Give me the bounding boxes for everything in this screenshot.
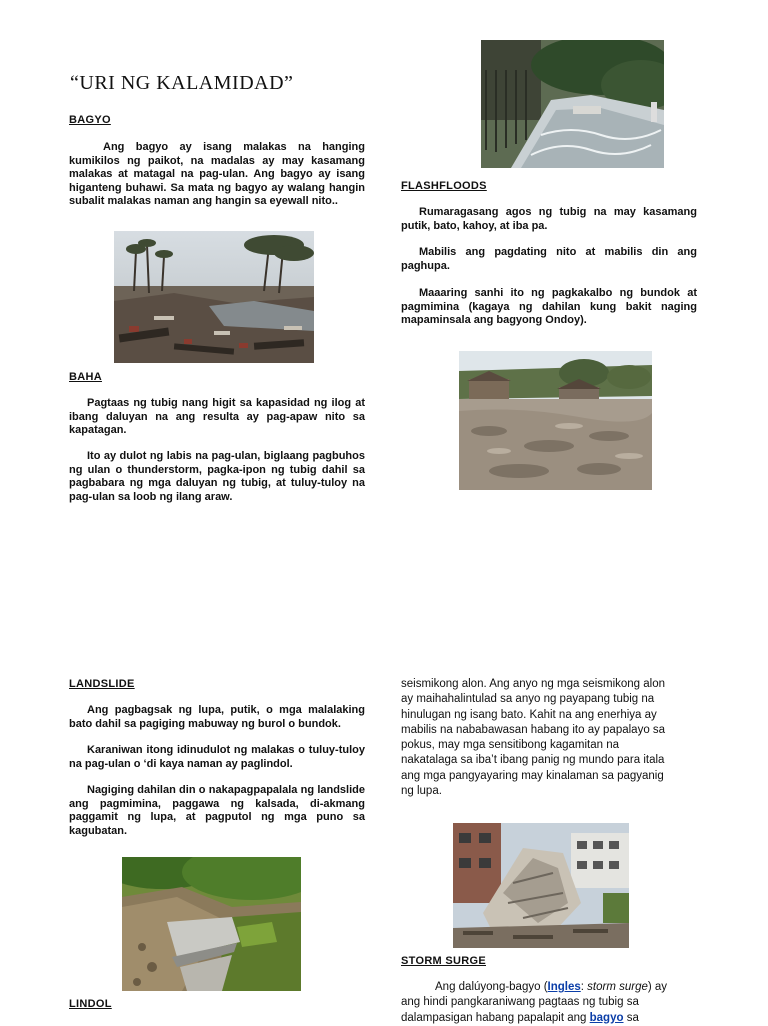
storm-surge-heading: STORM SURGE	[401, 955, 486, 967]
storm-surge-paragraph	[401, 980, 701, 1026]
bagyo-heading: BAGYO	[69, 114, 111, 126]
collapsed-building-photo	[453, 823, 629, 948]
seismic-line: ay maihahalintulad sa anyo ng payapang tubig na	[401, 693, 655, 706]
landslide-paragraph-3: Nagiging dahilan din o nakapagpapalala ng landslide ang pagmimina, paggawa ng kalsada, di-akmang paggamit ng lupa, at pagputol ng mga puno sa kagubatan.	[69, 784, 365, 837]
seismic-line: nakatalaga sa iba’t ibang panig ng mundo para itala	[401, 754, 665, 767]
mudflow-photo	[459, 351, 652, 490]
baha-paragraph-1: Pagtaas ng tubig nang higit sa kapasidad ng ilog at ibang daluyan na ang resulta ay pag-apaw nito sa kapatagan.	[69, 397, 365, 436]
page-title: “URI NG KALAMIDAD”	[70, 72, 294, 94]
storm-surge-line-2: ang hindi pangkaraniwang pagtaas ng tubig sa	[401, 996, 639, 1009]
landslide-paragraph-2: Karaniwan itong idinudulot ng malakas o tuluy-tuloy na pag-ulan o ‘di kaya naman ay paglindol.	[69, 744, 365, 770]
baha-paragraph-2: Ito ay dulot ng labis na pag-ulan, biglaang pagbuhos ng ulan o thunderstorm, pagka-ipon ng tubig dahil sa pagbabara ng mga daluyan ng tubig, at tuluy-tuloy na pag-ulan sa loob ng ilang araw.	[69, 450, 365, 503]
lindol-heading: LINDOL	[69, 998, 112, 1010]
storm-surge-text: ) ay	[647, 981, 668, 993]
seismic-line: seismikong alon. Ang anyo ng mga seismikong alon	[401, 678, 666, 690]
storm-surge-term: storm surge	[587, 981, 648, 993]
flashfloods-heading: FLASHFLOODS	[401, 180, 487, 192]
typhoon-aftermath-photo	[114, 231, 314, 363]
baha-heading: BAHA	[69, 371, 102, 383]
landslide-paragraph-1: Ang pagbagsak ng lupa, putik, o mga malalaking bato dahil sa pagiging mabuway ng burol o bundok.	[69, 704, 365, 730]
storm-surge-line-1	[401, 980, 701, 995]
flashfloods-paragraph-3: Maaaring sanhi ito ng pagkakalbo ng bundok at pagmimina (kagaya ng dahilan kung bakit naging mapaminsala ang bagyong Ondoy).	[401, 287, 697, 326]
seismic-line: ang mga pangyayaring may kinalaman sa pagyanig	[401, 769, 664, 782]
seismic-paragraph	[401, 677, 701, 799]
storm-surge-text: dalampasigan habang papalapit ang	[401, 1011, 590, 1024]
seismic-line: hinulugan ng isang bato. Kahit na ang enerhiya ay	[401, 708, 657, 721]
flashfloods-paragraph-2: Mabilis ang pagdating nito at mabilis din ang paghupa.	[401, 246, 697, 272]
storm-surge-text: :	[580, 981, 588, 993]
bagyo-paragraph: Ang bagyo ay isang malakas na hanging kumikilos ng paikot, na madalas ay may kasamang malakas at matagal na pag-ulan. Ang bagyo ay isang higanteng buhawi. Sa mata ng bagyo ay walang hangin subalit malakas naman ang hangin sa eyewall nito..	[69, 141, 365, 207]
landslide-heading: LANDSLIDE	[69, 678, 135, 690]
flashflood-photo	[481, 40, 664, 168]
seismic-line: ng lupa.	[401, 785, 442, 798]
ingles-link[interactable]: Ingles	[547, 981, 581, 993]
storm-surge-text: sa	[623, 1011, 639, 1024]
seismic-line: pokus, may mga sensitibong kagamitan na	[401, 739, 619, 752]
storm-surge-text: Ang dalúyong-bagyo (	[435, 981, 548, 993]
flashfloods-paragraph-1: Rumaragasang agos ng tubig na may kasamang putik, bato, kahoy, at iba pa.	[401, 206, 697, 232]
bagyo-link[interactable]: bagyo	[589, 1011, 624, 1024]
seismic-line: mabilis na nababawasan habang ito ay papalayo sa	[401, 723, 666, 736]
landslide-photo	[122, 857, 301, 991]
